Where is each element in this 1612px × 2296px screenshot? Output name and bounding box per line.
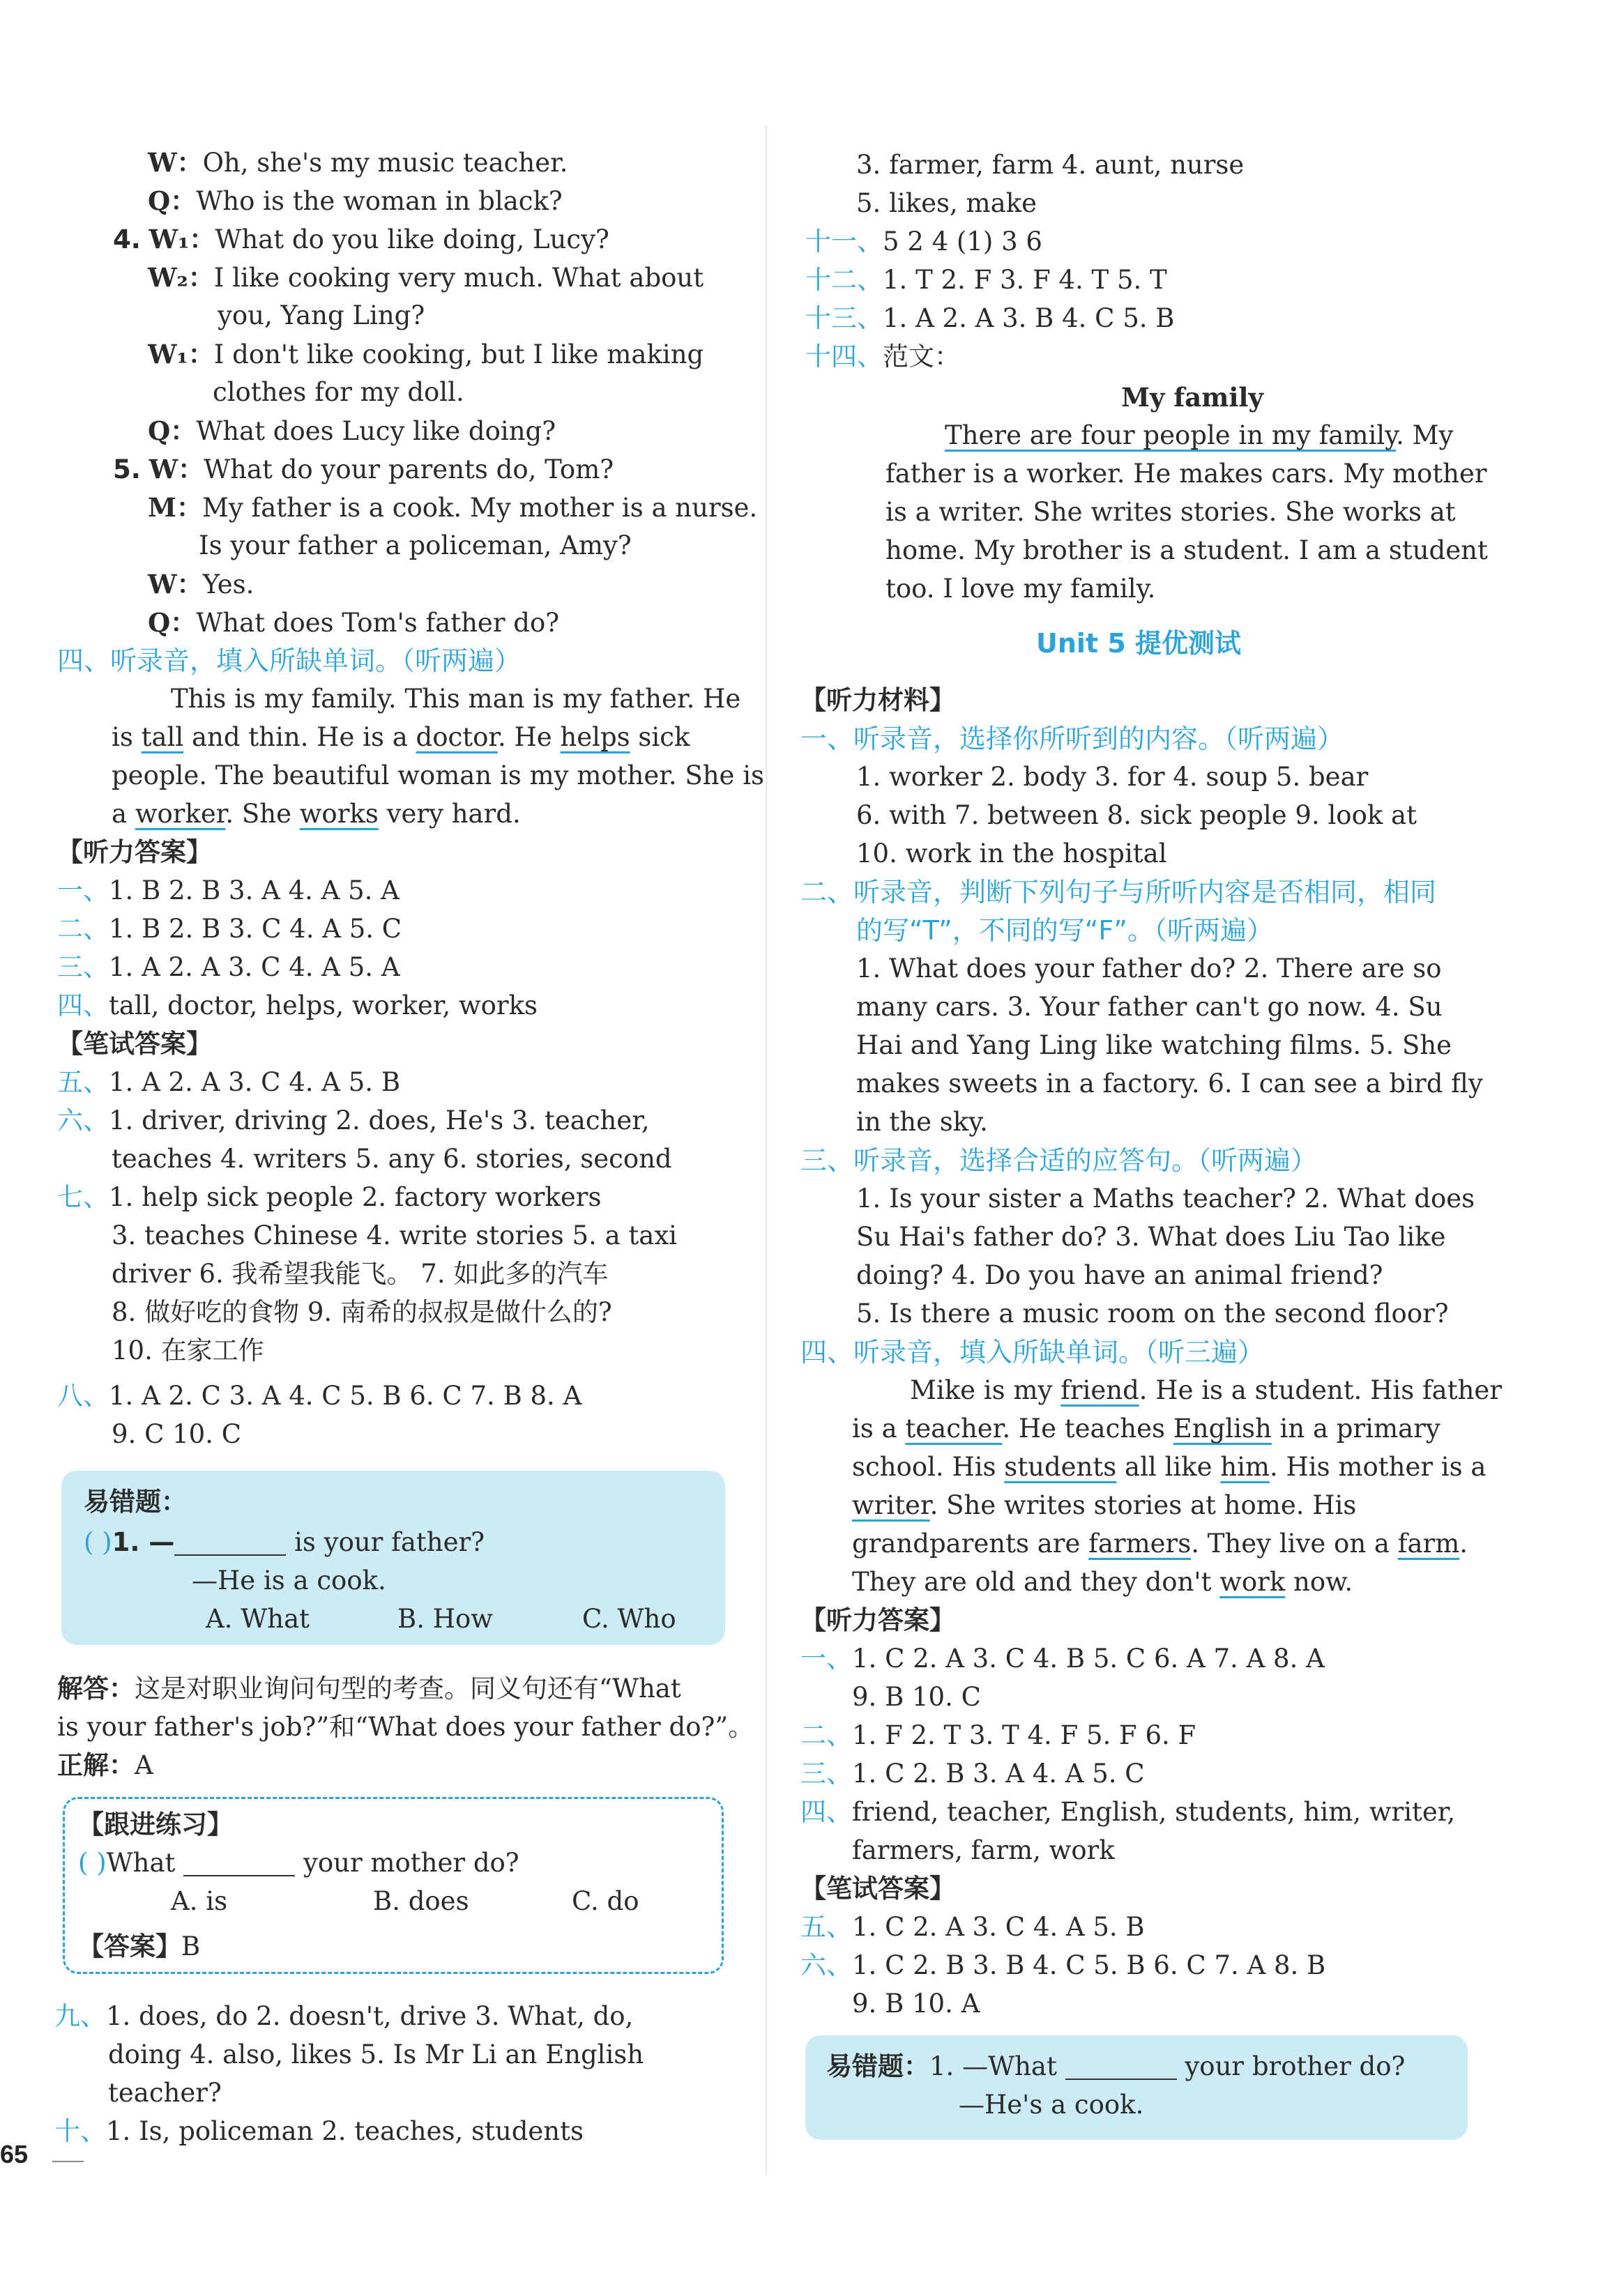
essay-line: There are four people in my family. My bbox=[945, 420, 1454, 450]
answer-row: farmers, farm, work bbox=[852, 1835, 1115, 1865]
dialog-line: Q：What does Lucy like doing? bbox=[148, 415, 556, 446]
section-title: 的写“T”，不同的写“F”。（听两遍） bbox=[856, 915, 1273, 946]
passage-line: This is my family. This man is my father. He bbox=[171, 684, 741, 714]
material-line: 1. What does your father do? 2. There are so bbox=[856, 954, 1442, 984]
material-line: 6. with 7. between 8. sick people 9. look at bbox=[856, 800, 1417, 830]
answer-row: teaches 4. writers 5. any 6. stories, second bbox=[112, 1144, 672, 1174]
answer-row: 一、1. C 2. A 3. C 4. B 5. C 6. A 7. A 8. A bbox=[800, 1644, 1325, 1674]
option: C. do bbox=[572, 1886, 639, 1916]
answer-row: 十四、范文： bbox=[805, 342, 960, 372]
answer-row: 10. 在家工作 bbox=[112, 1335, 264, 1365]
essay-line: too. I love my family. bbox=[885, 574, 1156, 604]
easy-wrong-answer: —He is a cook. bbox=[192, 1566, 386, 1595]
easy-wrong-question: 易错题：1. —What your brother do? bbox=[826, 2051, 1406, 2081]
passage-line: is tall and thin. He is a doctor. He helps sick bbox=[112, 722, 690, 752]
answer-row: 十三、1. A 2. A 3. B 4. C 5. B bbox=[805, 303, 1175, 333]
material-line: Hai and Yang Ling like watching films. 5. She bbox=[856, 1030, 1452, 1060]
answer-row: 二、1. F 2. T 3. T 4. F 5. F 6. F bbox=[800, 1720, 1196, 1750]
answer-row: 三、1. C 2. B 3. A 4. A 5. C bbox=[800, 1759, 1145, 1789]
answer-row: 四、friend, teacher, English, students, him, writer, bbox=[800, 1797, 1456, 1827]
answer-row: 七、1. help sick people 2. factory workers bbox=[57, 1182, 602, 1212]
section-title: 二、听录音，判断下列句子与所听内容是否相同，相同 bbox=[800, 877, 1437, 908]
answer-row: 5. likes, make bbox=[856, 188, 1037, 218]
answer-row: 十一、5 2 4 (1) 3 6 bbox=[805, 227, 1042, 257]
option: A. is bbox=[171, 1886, 228, 1916]
section-title: 四、听录音，填入所缺单词。（听两遍） bbox=[57, 645, 522, 676]
answer-row: 十、1. Is, policeman 2. teaches, students bbox=[54, 2116, 584, 2146]
answer-row: 8. 做好吃的食物 9. 南希的叔叔是做什么的? bbox=[112, 1297, 612, 1327]
answer-row: 四、tall, doctor, helps, worker, works bbox=[57, 990, 538, 1020]
passage-line: They are old and they don't work now. bbox=[852, 1567, 1353, 1597]
dialog-line: clothes for my doll. bbox=[213, 377, 464, 407]
passage-line: Mike is my friend. He is a student. His father bbox=[910, 1375, 1503, 1405]
written-answers-title: 【笔试答案】 bbox=[800, 1874, 955, 1904]
answer-row: 9. B 10. A bbox=[852, 1989, 980, 2019]
follow-question: ( )What your mother do? bbox=[78, 1848, 519, 1878]
passage-line: school. His students all like him. His mother is a bbox=[852, 1452, 1486, 1482]
passage-line: a worker. She works very hard. bbox=[112, 799, 521, 829]
material-line: doing? 4. Do you have an animal friend? bbox=[856, 1260, 1383, 1290]
explanation: is your father's job?”和“What does your father do?”。 bbox=[57, 1712, 754, 1742]
passage-line: people. The beautiful woman is my mother. She is bbox=[112, 760, 765, 790]
essay-line: is a writer. She writes stories. She works at bbox=[885, 497, 1456, 527]
dialog-line: Q：What does Tom's father do? bbox=[148, 607, 560, 638]
answer-row: 六、1. driver, driving 2. does, He's 3. teacher, bbox=[57, 1105, 650, 1135]
material-line: in the sky. bbox=[856, 1107, 988, 1137]
passage-line: is a teacher. He teaches English in a primary bbox=[852, 1414, 1440, 1444]
answer-row: doing 4. also, likes 5. Is Mr Li an English bbox=[108, 2039, 644, 2069]
section-title: 四、听录音，填入所缺单词。（听三遍） bbox=[800, 1337, 1265, 1368]
answer-row: 9. C 10. C bbox=[112, 1419, 242, 1449]
answer-row: 9. B 10. C bbox=[852, 1682, 981, 1712]
dialog-line: Is your father a policeman, Amy? bbox=[199, 530, 632, 560]
dialog-line: 4. W₁：What do you like doing, Lucy? bbox=[113, 224, 609, 254]
answer-row: driver 6. 我希望我能飞。 7. 如此多的汽车 bbox=[112, 1259, 609, 1289]
easy-wrong-answer: —He's a cook. bbox=[959, 2090, 1144, 2120]
material-line: many cars. 3. Your father can't go now. 4. Su bbox=[856, 992, 1443, 1022]
option: C. Who bbox=[582, 1604, 676, 1634]
answer-row: 五、1. C 2. A 3. C 4. A 5. B bbox=[800, 1912, 1145, 1942]
material-line: 10. work in the hospital bbox=[856, 839, 1167, 868]
dialog-line: W₂：I like cooking very much. What about bbox=[148, 262, 704, 293]
dialog-line: W₁：I don't like cooking, but I like making bbox=[148, 339, 704, 369]
answer-blank bbox=[174, 1533, 286, 1556]
essay-title: My family bbox=[1121, 382, 1263, 413]
page-number: 65 bbox=[0, 2140, 29, 2168]
answer-blank bbox=[1065, 2058, 1177, 2080]
passage-line: writer. She writes stories at home. His bbox=[852, 1490, 1357, 1520]
material-line: Su Hai's father do? 3. What does Liu Tao like bbox=[856, 1222, 1446, 1252]
answer-row: 一、1. B 2. B 3. A 4. A 5. A bbox=[57, 875, 400, 905]
answer-blank bbox=[183, 1854, 295, 1876]
option: B. does bbox=[373, 1886, 469, 1916]
material-line: 5. Is there a music room on the second floor? bbox=[856, 1299, 1449, 1329]
unit-title: Unit 5 提优测试 bbox=[1036, 628, 1241, 659]
material-line: 1. worker 2. body 3. for 4. soup 5. bear bbox=[856, 762, 1369, 792]
answer-row: 3. teaches Chinese 4. write stories 5. a taxi bbox=[112, 1220, 678, 1250]
essay-line: father is a worker. He makes cars. My mother bbox=[885, 459, 1487, 489]
answer-row: 3. farmer, farm 4. aunt, nurse bbox=[856, 150, 1245, 180]
answer-row: 九、1. does, do 2. doesn't, drive 3. What, do, bbox=[54, 2001, 634, 2031]
dialog-line: 5. W：What do your parents do, Tom? bbox=[113, 454, 614, 484]
listen-answers-title: 【听力答案】 bbox=[800, 1605, 955, 1635]
follow-practice-label: 【跟进练习】 bbox=[78, 1809, 233, 1839]
dialog-line: Q：Who is the woman in black? bbox=[148, 185, 563, 216]
dialog-line: W：Oh, she's my music teacher. bbox=[148, 147, 568, 178]
column-divider bbox=[766, 125, 767, 2175]
correct-answer: 正解：A bbox=[57, 1750, 153, 1780]
answer-row: 八、1. A 2. C 3. A 4. C 5. B 6. C 7. B 8. A bbox=[57, 1381, 582, 1411]
dialog-line: W：Yes. bbox=[148, 569, 254, 599]
material-line: 1. Is your sister a Maths teacher? 2. What does bbox=[856, 1184, 1475, 1214]
section-title: 三、听录音，选择合适的应答句。（听两遍） bbox=[800, 1145, 1318, 1176]
dialog-line: M：My father is a cook. My mother is a nurse. bbox=[148, 492, 758, 523]
answer-row: teacher? bbox=[108, 2078, 222, 2108]
answer-row: 三、1. A 2. A 3. C 4. A 5. A bbox=[57, 952, 400, 982]
essay-line: home. My brother is a student. I am a student bbox=[885, 535, 1488, 565]
explanation: 解答：这是对职业询问句型的考查。同义句还有“What bbox=[57, 1674, 681, 1704]
dialog-line: you, Yang Ling? bbox=[218, 300, 425, 330]
option: B. How bbox=[397, 1604, 493, 1634]
written-answers-title: 【笔试答案】 bbox=[57, 1029, 212, 1059]
passage-line: grandparents are farmers. They live on a farm. bbox=[852, 1529, 1468, 1559]
listen-answers-title: 【听力答案】 bbox=[57, 837, 212, 867]
section-title: 一、听录音，选择你所听到的内容。（听两遍） bbox=[800, 724, 1344, 754]
page-number-rule bbox=[52, 2161, 84, 2162]
option: A. What bbox=[206, 1604, 310, 1634]
answer-row: 十二、1. T 2. F 3. F 4. T 5. T bbox=[805, 265, 1167, 295]
answer-row: 二、1. B 2. B 3. C 4. A 5. C bbox=[57, 914, 402, 944]
material-title: 【听力材料】 bbox=[800, 685, 955, 715]
material-line: makes sweets in a factory. 6. I can see a bird fly bbox=[856, 1069, 1483, 1099]
easy-wrong-label: 易错题： bbox=[84, 1487, 187, 1517]
easy-wrong-question: ( )1. — is your father? bbox=[84, 1527, 485, 1557]
answer-row: 六、1. C 2. B 3. B 4. C 5. B 6. C 7. A 8. B bbox=[800, 1950, 1326, 1980]
answer-row: 五、1. A 2. A 3. C 4. A 5. B bbox=[57, 1067, 401, 1097]
follow-answer: 【答案】B bbox=[78, 1931, 201, 1961]
